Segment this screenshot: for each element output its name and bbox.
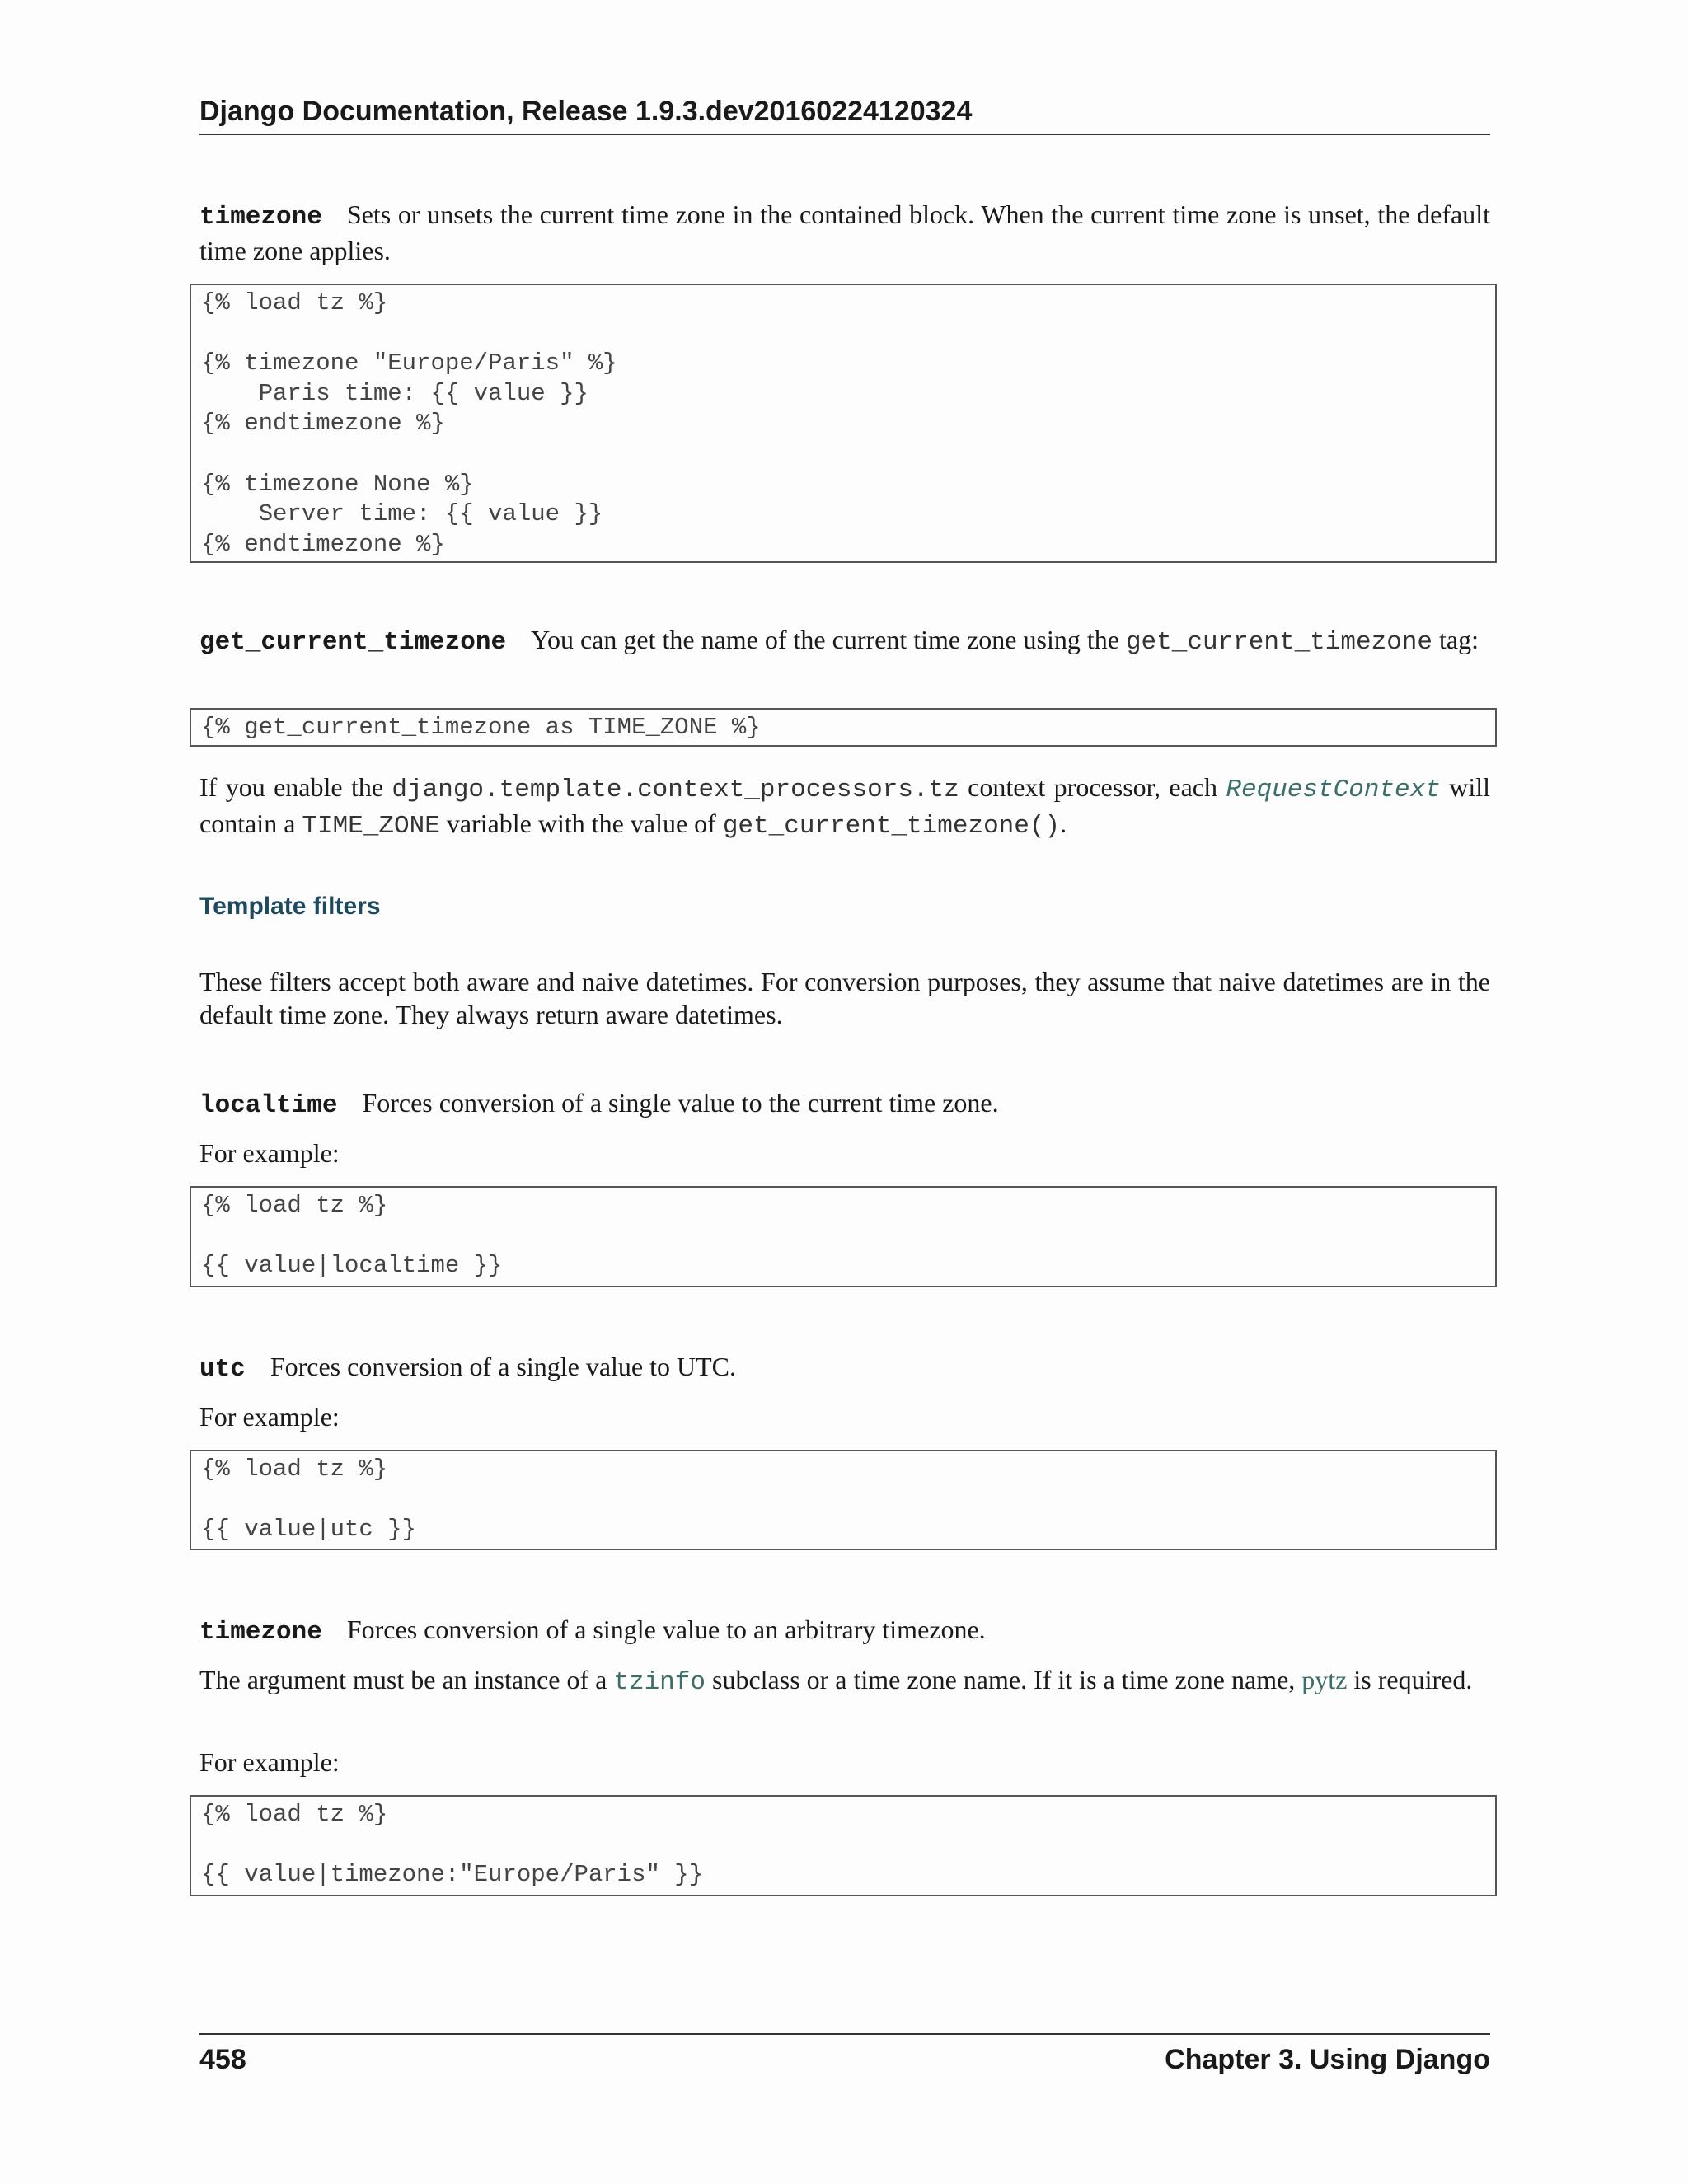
utc-text: Forces conversion of a single value to UTC. bbox=[270, 1352, 737, 1381]
tzinfo-link[interactable]: tzinfo bbox=[613, 1668, 706, 1697]
page-header: Django Documentation, Release 1.9.3.dev20160224120324 bbox=[199, 92, 1490, 135]
utc-example-label: For example: bbox=[199, 1402, 340, 1432]
timezone-tag-text: Sets or unsets the current time zone in the contained block. When the current time zone is unset, the default time zone applies. bbox=[199, 199, 1490, 265]
section-title-template-filters: Template filters bbox=[199, 893, 381, 920]
pytz-link[interactable]: pytz bbox=[1301, 1665, 1348, 1694]
page-footer bbox=[199, 2033, 1490, 2078]
gct-text-end: tag: bbox=[1432, 625, 1479, 654]
get-current-timezone-term: get_current_timezone bbox=[199, 628, 507, 657]
timezone-tag-term: timezone bbox=[199, 203, 322, 232]
get-current-timezone-description bbox=[199, 623, 1490, 659]
localtime-text: Forces conversion of a single value to the current time zone. bbox=[362, 1088, 999, 1118]
code-block-timezone-filter: {% load tz %} {{ value|timezone:"Europe/Paris" }} bbox=[190, 1795, 1497, 1896]
timezone-filter-description bbox=[199, 1613, 1490, 1649]
arg-text-1: The argument must be an instance of a bbox=[199, 1665, 614, 1694]
code-block-utc: {% load tz %} {{ value|utc }} bbox=[190, 1450, 1497, 1550]
gct-text: You can get the name of the current time zone using the bbox=[531, 625, 1126, 654]
cp-inline-code-1: django.template.context_processors.tz bbox=[392, 776, 959, 804]
filters-intro-paragraph: These filters accept both aware and naive datetimes. For conversion purposes, they assume that naive datetimes are in the default time zone. They always return aware datetimes. bbox=[199, 967, 1490, 1029]
arg-text-3: is required. bbox=[1347, 1665, 1473, 1694]
cp-text-2: context processor, each bbox=[959, 772, 1226, 802]
cp-inline-code-2: TIME_ZONE bbox=[302, 812, 440, 841]
localtime-example-label: For example: bbox=[199, 1138, 340, 1168]
context-processor-paragraph bbox=[199, 771, 1490, 843]
chapter-label: Chapter 3. Using Django bbox=[1165, 2044, 1490, 2075]
localtime-term: localtime bbox=[199, 1091, 338, 1120]
cp-text-3: will contain a bbox=[199, 772, 1491, 838]
timezone-tag-description bbox=[199, 198, 1490, 267]
utc-term: utc bbox=[199, 1355, 246, 1384]
request-context-link[interactable]: RequestContext bbox=[1226, 776, 1441, 804]
localtime-description bbox=[199, 1086, 1490, 1122]
cp-text-4: variable with the value of bbox=[439, 808, 723, 838]
timezone-argument-paragraph bbox=[199, 1663, 1490, 1699]
timezone-example-label: For example: bbox=[199, 1747, 340, 1777]
cp-text-5: . bbox=[1060, 808, 1067, 838]
code-block-localtime: {% load tz %} {{ value|localtime }} bbox=[190, 1186, 1497, 1287]
timezone-filter-term: timezone bbox=[199, 1618, 322, 1647]
timezone-filter-text: Forces conversion of a single value to an arbitrary timezone. bbox=[346, 1615, 986, 1644]
utc-description bbox=[199, 1350, 1490, 1386]
gct-inline-code: get_current_timezone bbox=[1125, 628, 1432, 657]
cp-inline-code-3: get_current_timezone() bbox=[722, 812, 1061, 841]
code-block-timezone-tag: {% load tz %} {% timezone "Europe/Paris" %} Paris time: {{ value }} {% endtimezone %} {% timezone None %} Server time: {{ value }} {% endtimezone %} bbox=[190, 284, 1497, 563]
page-number: 458 bbox=[199, 2044, 246, 2075]
arg-text-2: subclass or a time zone name. If it is a time zone name, bbox=[705, 1665, 1302, 1694]
cp-text-1: If you enable the bbox=[199, 772, 392, 802]
code-block-get-current-timezone: {% get_current_timezone as TIME_ZONE %} bbox=[190, 708, 1497, 747]
